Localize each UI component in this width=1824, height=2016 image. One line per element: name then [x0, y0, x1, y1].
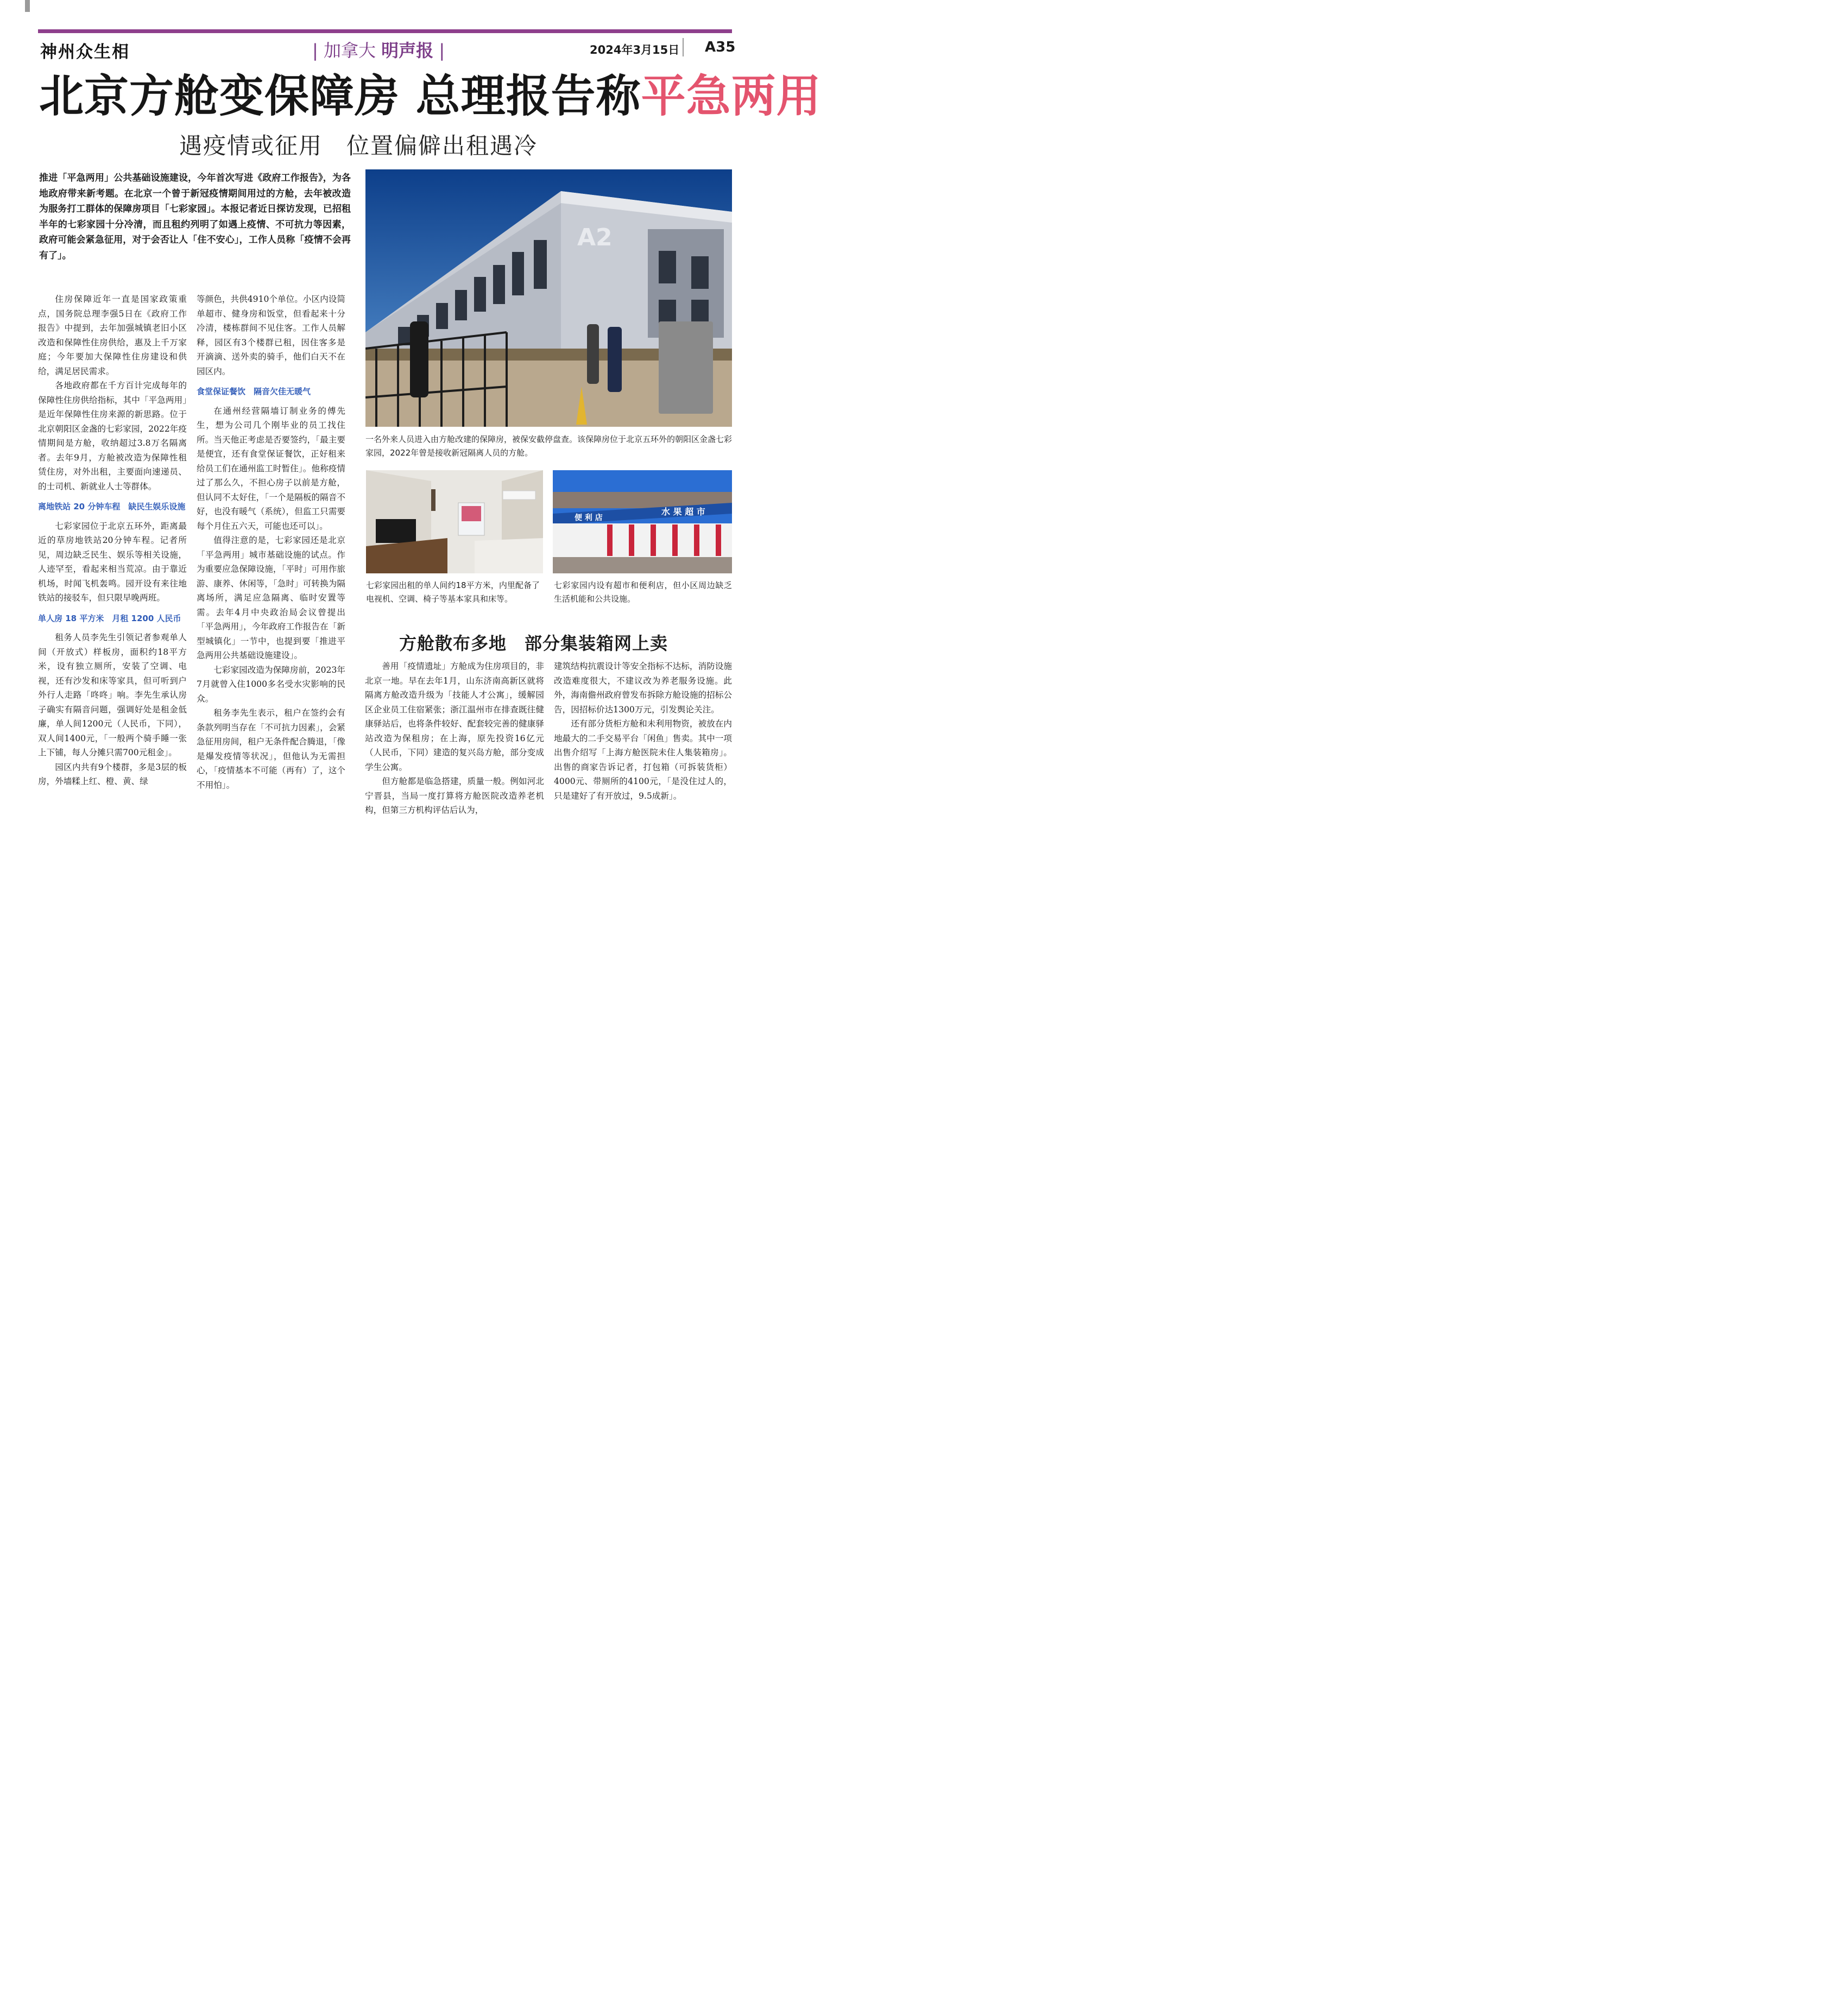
- section-heading: 方舱散布多地 部分集装箱网上卖: [399, 633, 668, 654]
- date-divider: [683, 38, 684, 56]
- subheading: 单人房 18 平方米 月租 1200 人民币: [38, 613, 181, 623]
- subheadline: 遇疫情或征用 位置偏僻出租遇冷: [179, 132, 538, 159]
- shop-sign-fruit: 水 果 超 市: [661, 507, 705, 517]
- headline: [39, 61, 822, 124]
- paragraph: 值得注意的是，七彩家园还是北京「平急两用」城市基础设施的试点。作为重要应急保障设施，「平时」可用作旅游、康养、休闲等，「急时」可转换为隔离场所，满足应急隔离、临时安置等需。去年4月中央政治局会议曾提出「平急两用」，今年政府工作报告在「新型城镇化」一节中，也提到要「推进平急两用公共基础设施建设」。: [197, 535, 345, 660]
- article-column-3: [365, 659, 544, 818]
- masthead-name: 明声报: [381, 40, 434, 61]
- shop-sign-convenience: 便 利 店: [575, 514, 603, 522]
- subheading: 食堂保证餐饮 隔音欠佳无暖气: [197, 387, 311, 396]
- paragraph: 租务李先生表示，租户在签约会有条款列明当存在「不可抗力因素」，会紧急征用房间，租户无条件配合腾退，「像是爆发疫情等状况」，但他认为无需担心，「疫情基本不可能（再有）了，这个不用怕」。: [197, 708, 345, 790]
- photo-shopfront: [553, 470, 732, 573]
- page-number: A35: [705, 39, 736, 55]
- section-title: 神州众生相: [40, 42, 130, 62]
- article-column-2: [197, 292, 345, 792]
- article-column-4: [554, 659, 732, 803]
- photo-room-caption: 七彩家园出租的单人间约18平方米，内里配备了电视机、空调、椅子等基本家具和床等。: [366, 580, 540, 604]
- photo-single-room: [366, 470, 543, 573]
- paragraph: 但方舱都是临急搭建，质量一般。例如河北宁晋县，当局一度打算将方舱医院改造养老机构，但第三方机构评估后认为，: [365, 776, 544, 815]
- article-column-1: [38, 292, 187, 789]
- masthead-bar-left: |: [312, 40, 318, 61]
- paragraph: 善用「疫情遗址」方舱成为住房项目的，非北京一地。早在去年1月，山东济南高新区就将隔离方舱改造升级为「技能人才公寓」，缓解园区企业员工住宿紧张；浙江温州市在排查既往健康驿站后，也将条件较好、配套较完善的健康驿站改造为保租房；在上海，原先投资16亿元（人民币，下同）建造的复兴岛方舱，部分变成学生公寓。: [365, 661, 544, 772]
- paragraph: 七彩家园改造为保障房前，2023年7月就曾入住1000多名受水灾影响的民众。: [197, 665, 345, 704]
- paragraph: 住房保障近年一直是国家政策重点，国务院总理李强5日在《政府工作报告》中提到，去年加强城镇老旧小区改造和保障性住房供给，惠及上千万家庭；今年要加大保障性住房建设和供给，满足居民需求。: [38, 294, 187, 376]
- building-sign: A2: [577, 224, 613, 251]
- paragraph: 各地政府都在千方百计完成每年的保障性住房供给指标，其中「平急两用」是近年保障性住房来源的新思路。位于北京朝阳区金盏的七彩家园，2022年疫情期间是方舱，收纳超过3.8万名隔离者。去年9月，方舱被改造为保障性租赁住房，对外出租，主要面向速递员、的士司机、新就业人士等群体。: [38, 381, 187, 491]
- masthead-region: 加拿大: [323, 40, 376, 61]
- paragraph: 租务人员李先生引领记者参观单人间（开放式）样板房，面积约18平方米，设有独立厕所，安装了空调、电视，还有沙发和床等家具，但可听到户外行人走路「咚咚」响。李先生承认房子确实有隔音问题，强调好处是租金低廉，单人间1200元（人民币，下同），双人间1400元，「一般两个骑手睡一张上下铺，每人分摊只需700元租金」。: [38, 633, 187, 757]
- subheading: 离地铁站 20 分钟车程 缺民生娱乐设施: [38, 502, 186, 511]
- photo-main-caption: 一名外来人员进入由方舱改建的保障房，被保安截停盘查。该保障房位于北京五环外的朝阳区金盏七彩家园，2022年曾是接收新冠隔离人员的方舱。: [365, 434, 733, 458]
- headline-main: 北京方舱变保障房 总理报告称: [39, 70, 641, 122]
- issue-date: 2024年3月15日: [590, 43, 680, 56]
- scan-marker: [25, 0, 30, 12]
- masthead-bar-right: |: [439, 40, 445, 61]
- paragraph: 在通州经营隔墙订制业务的傅先生，想为公司几个刚毕业的员工找住所。当天他正考虑是否要签约，「最主要是便宜，还有食堂保证餐饮，正好租来给员工们在通州监工时暂住」。他称疫情过了那么久，不担心房子以前是方舱，但认同不太好住，「一个是隔板的隔音不好，也没有暖气（系统），但监工只需要每个月住五六天，可能也还可以」。: [197, 406, 345, 531]
- paragraph: 还有部分货柜方舱和未利用物资，被放在内地最大的二手交易平台「闲鱼」售卖。其中一项出售介绍写「上海方舱医院未住人集装箱房」。出售的商家告诉记者，打包箱（可拆装货柜）4000元、带厕所的4100元，「是没住过人的，只是建好了有开放过，9.5成新」。: [554, 719, 732, 801]
- lede-paragraph: 推进「平急两用」公共基础设施建设，今年首次写进《政府工作报告》，为各地政府带来新考题。在北京一个曾于新冠疫情期间用过的方舱，去年被改造为服务打工群体的保障房项目「七彩家园」。本报记者近日探访发现，已招租半年的七彩家园十分冷清，而且租约列明了如遇上疫情、不可抗力等因素，政府可能会紧急征用，对于会否让人「住不安心」，工作人员称「疫情不会再有了」。: [39, 173, 351, 261]
- headline-highlight: 平急两用: [641, 70, 822, 122]
- header-rule: [38, 29, 732, 33]
- paragraph: 建筑结构抗震设计等安全指标不达标，消防设施改造难度很大，不建议改为养老服务设施。此外，海南儋州政府曾发布拆除方舱设施的招标公告，因招标价达1300万元，引发舆论关注。: [554, 661, 732, 715]
- masthead: [312, 37, 445, 62]
- paragraph: 园区内共有9个楼群，多是3层的板房，外墙糅上红、橙、黄、绿: [38, 762, 187, 786]
- paragraph: 等颜色，共供4910个单位。小区内设简单超市、健身房和饭堂，但看起来十分冷清，楼栋群间不见住客。工作人员解释，园区有3个楼群已租，因住客多是开滴滴、送外卖的骑手，他们白天不在园区内。: [197, 294, 345, 376]
- photo-shop-caption: 七彩家园内设有超市和便利店，但小区周边缺乏生活机能和公共设施。: [554, 580, 732, 604]
- paragraph: 七彩家园位于北京五环外，距离最近的草房地铁站20分钟车程。记者所见，周边缺乏民生、娱乐等相关设施，人迹罕至，看起来相当荒凉。由于靠近机场，时闻飞机轰鸣。园开设有来往地铁站的接驳车，但只限早晚两班。: [38, 521, 187, 603]
- photo-main-building: [365, 169, 732, 427]
